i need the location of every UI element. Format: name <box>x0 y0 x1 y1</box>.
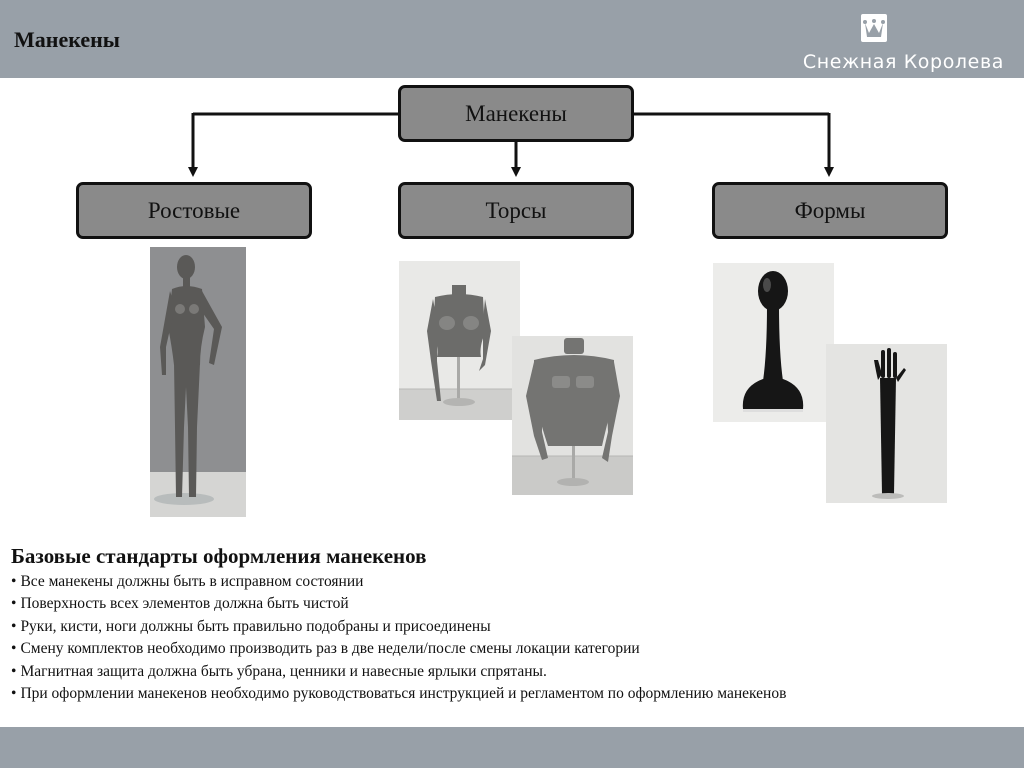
bullet-icon: • <box>11 640 17 658</box>
crown-icon <box>764 14 1004 48</box>
photo-full-mannequin <box>150 247 246 517</box>
photo-female-torso <box>399 261 520 420</box>
header-bar <box>0 0 1024 78</box>
list-item: • Все манекены должны быть в исправном состоянии <box>11 573 364 590</box>
list-item: • Поверхность всех элементов должна быть чистой <box>11 595 349 613</box>
footer-bar <box>0 727 1024 768</box>
photo-hand-form <box>826 344 947 503</box>
standards-list <box>11 571 1011 705</box>
brand-name: Снежная Королева <box>802 51 1004 73</box>
list-item: • Магнитная защита должна быть убрана, ценники и навесные ярлыки спрятаны. <box>11 662 547 680</box>
list-item: • Смену комплектов необходимо производить раз в две недели/после смены локации категории <box>11 640 640 658</box>
node-formy: Формы <box>712 182 948 239</box>
standards-heading: Базовые стандарты оформления манекенов <box>11 544 427 568</box>
photo-head-form <box>713 263 834 422</box>
page-title: Манекены <box>14 27 120 52</box>
bullet-icon: • <box>11 617 17 635</box>
bullet-icon: • <box>11 573 17 590</box>
bullet-icon: • <box>11 685 17 703</box>
bullet-icon: • <box>11 662 17 680</box>
brand-logo <box>764 14 1004 72</box>
standards-section <box>11 544 1011 705</box>
list-item: • При оформлении манекенов необходимо руководствоваться инструкцией и регламентом по оформлению манекенов <box>11 685 787 703</box>
node-torsy: Торсы <box>398 182 634 239</box>
photo-male-torso <box>512 336 633 495</box>
node-rostovye: Ростовые <box>76 182 312 239</box>
bullet-icon: • <box>11 595 17 613</box>
list-item: • Руки, кисти, ноги должны быть правильно подобраны и присоединены <box>11 617 491 635</box>
node-root: Манекены <box>398 85 634 142</box>
